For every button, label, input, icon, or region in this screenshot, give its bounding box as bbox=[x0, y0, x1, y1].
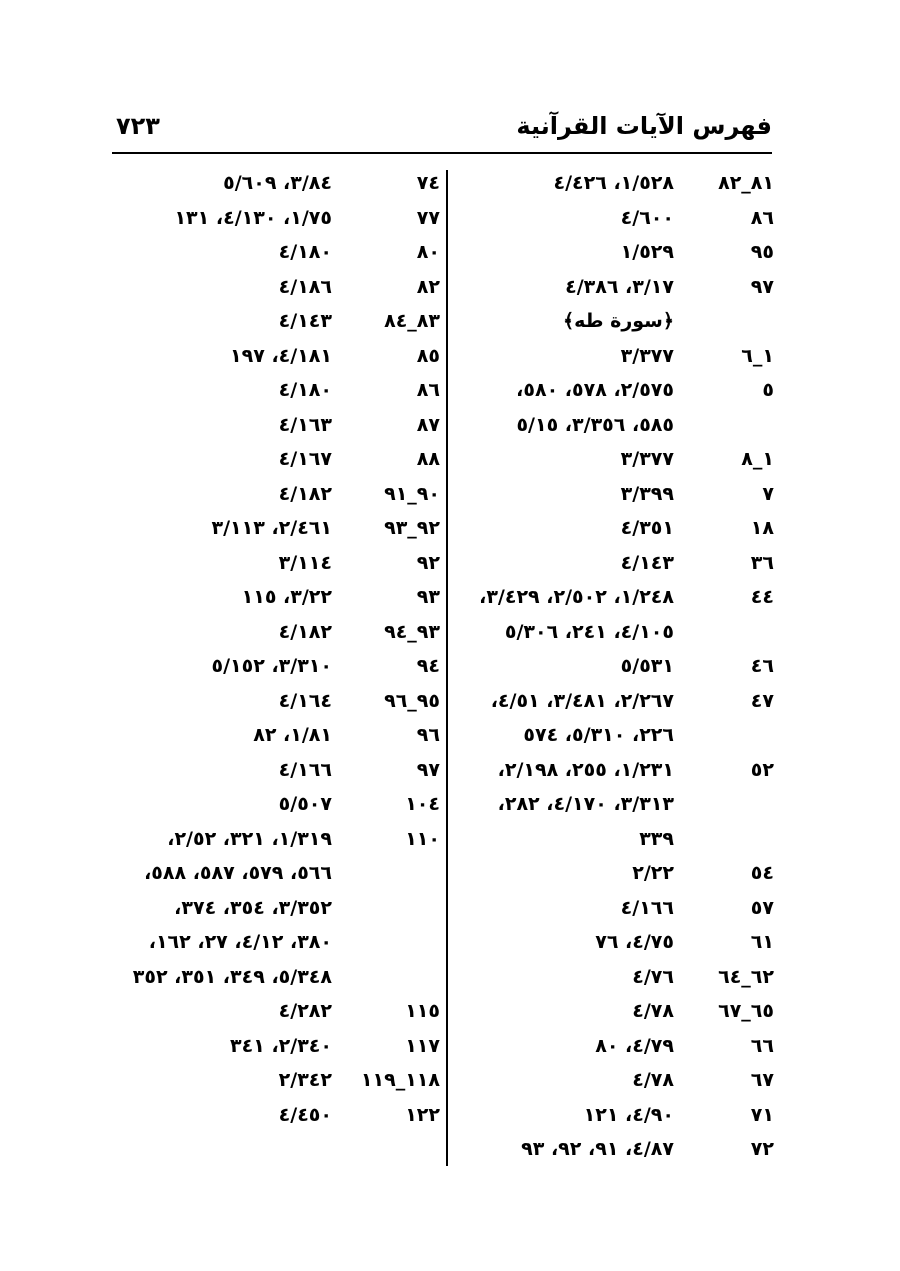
ayah-number: ٥ bbox=[762, 379, 774, 401]
ayah-number: ٩٣ bbox=[416, 586, 440, 608]
volume-page-refs: ١/٧٥، ٤/١٣٠، ١٣١ bbox=[174, 206, 332, 229]
index-row bbox=[462, 341, 774, 376]
volume-page-refs: ٤/١٦٧ bbox=[278, 448, 332, 470]
ayah-number: ٩٧ bbox=[750, 275, 774, 298]
index-row bbox=[462, 306, 774, 341]
ayah-number: ٧٢ bbox=[750, 1138, 774, 1160]
volume-page-refs: ٢٢٦، ٥/٣١٠، ٥٧٤ bbox=[523, 724, 674, 746]
index-row bbox=[110, 203, 440, 238]
volume-page-refs: ٣/٣١٠، ٥/١٥٢ bbox=[211, 655, 332, 677]
ayah-number: ١٢٢ bbox=[405, 1103, 440, 1126]
index-row bbox=[462, 1065, 774, 1100]
index-row bbox=[110, 444, 440, 479]
left-column bbox=[110, 168, 440, 1134]
index-row bbox=[462, 582, 774, 617]
page-header bbox=[112, 112, 772, 154]
index-row bbox=[110, 927, 440, 962]
volume-page-refs: ٤/١٦٦ bbox=[620, 896, 674, 919]
ayah-number: ٩٤ bbox=[416, 655, 440, 677]
volume-page-refs: ٤/٨٧، ٩١، ٩٢، ٩٣ bbox=[521, 1138, 674, 1160]
volume-page-refs: ٤/١٨١، ١٩٧ bbox=[230, 344, 332, 367]
volume-page-refs: ١/٣١٩، ٣٢١، ٢/٥٢، bbox=[167, 827, 332, 850]
volume-page-refs: ٤/٤٥٠ bbox=[278, 1103, 332, 1126]
index-row bbox=[462, 548, 774, 583]
ayah-number: ٧٧ bbox=[416, 206, 440, 229]
ayah-number: ١١٥ bbox=[405, 1000, 440, 1022]
index-row bbox=[462, 1100, 774, 1135]
surah-heading: ﴿سورة طه﴾ bbox=[562, 310, 674, 332]
ayah-number: ٩٥_٩٦ bbox=[384, 689, 440, 712]
ayah-number: ١_٨ bbox=[741, 448, 774, 470]
index-row bbox=[110, 168, 440, 203]
index-row bbox=[462, 858, 774, 893]
ayah-number: ٨٣_٨٤ bbox=[384, 310, 440, 332]
index-row bbox=[462, 686, 774, 721]
ayah-number: ٦٧ bbox=[750, 1069, 774, 1091]
ayah-number: ٥٤ bbox=[750, 862, 774, 884]
volume-page-refs: ٣/٢٢، ١١٥ bbox=[241, 586, 332, 608]
index-row bbox=[110, 824, 440, 859]
index-row bbox=[462, 168, 774, 203]
ayah-number: ٩٢ bbox=[416, 551, 440, 574]
volume-page-refs: ٣/٣٧٧ bbox=[620, 448, 674, 470]
ayah-number: ٨٥ bbox=[416, 344, 440, 367]
ayah-number: ٤٦ bbox=[750, 655, 774, 677]
volume-page-refs: ٢/٤٦١، ٣/١١٣ bbox=[211, 517, 332, 539]
ayah-number: ١١٨_١١٩ bbox=[360, 1069, 440, 1091]
index-row bbox=[110, 548, 440, 583]
volume-page-refs: ٤/١٨٠ bbox=[278, 379, 332, 401]
volume-page-refs: ٢/٥٧٥، ٥٧٨، ٥٨٠، bbox=[516, 379, 674, 401]
volume-page-refs: ٣٨٠، ٤/١٢، ٢٧، ١٦٢، bbox=[148, 931, 332, 953]
volume-page-refs: ٤/١٠٥، ٢٤١، ٥/٣٠٦ bbox=[504, 620, 674, 643]
ayah-number: ١٨ bbox=[750, 517, 774, 539]
volume-page-refs: ٥/٥٣١ bbox=[620, 655, 674, 677]
column-divider bbox=[446, 170, 448, 1166]
index-row bbox=[110, 272, 440, 307]
index-row bbox=[110, 410, 440, 445]
index-row bbox=[462, 444, 774, 479]
index-row bbox=[462, 410, 774, 445]
index-row bbox=[462, 720, 774, 755]
index-row bbox=[110, 513, 440, 548]
volume-page-refs: ٣/٣٥٢، ٣٥٤، ٣٧٤، bbox=[174, 896, 332, 919]
ayah-number: ٩٥ bbox=[750, 241, 774, 263]
volume-page-refs: ١/٢٣١، ٢٥٥، ٢/١٩٨، bbox=[497, 758, 674, 781]
volume-page-refs: ٤/١٦٦ bbox=[278, 758, 332, 781]
ayah-number: ١١٠ bbox=[405, 827, 440, 850]
volume-page-refs: ٥٨٥، ٣/٣٥٦، ٥/١٥ bbox=[516, 413, 674, 436]
index-row bbox=[110, 479, 440, 514]
volume-page-refs: ٤/١٨٦ bbox=[278, 275, 332, 298]
ayah-number: ١٠٤ bbox=[405, 793, 440, 815]
index-row bbox=[462, 272, 774, 307]
ayah-number: ٤٧ bbox=[750, 689, 774, 712]
ayah-number: ١١٧ bbox=[405, 1034, 440, 1057]
index-row bbox=[110, 237, 440, 272]
ayah-number: ٥٢ bbox=[750, 758, 774, 781]
volume-page-refs: ٤/٧٥، ٧٦ bbox=[595, 931, 674, 953]
volume-page-refs: ٤/٧٦ bbox=[632, 965, 674, 988]
volume-page-refs: ٤/١٨٠ bbox=[278, 241, 332, 263]
ayah-number: ٤٤ bbox=[750, 586, 774, 608]
volume-page-refs: ٥٦٦، ٥٧٩، ٥٨٧، ٥٨٨، bbox=[144, 862, 332, 884]
ayah-number: ٦٥_٦٧ bbox=[718, 1000, 774, 1022]
index-row bbox=[110, 1100, 440, 1135]
index-row bbox=[110, 893, 440, 928]
volume-page-refs: ٣/٣٧٧ bbox=[620, 344, 674, 367]
ayah-number: ٦٦ bbox=[750, 1034, 774, 1057]
volume-page-refs: ٣/٨٤، ٥/٦٠٩ bbox=[223, 172, 332, 194]
ayah-number: ٨١_٨٢ bbox=[718, 172, 774, 194]
volume-page-refs: ٥/٥٠٧ bbox=[278, 793, 332, 815]
index-row bbox=[110, 686, 440, 721]
volume-page-refs: ٢/٢٢ bbox=[632, 862, 674, 884]
page-title: فهرس الآيات القرآنية bbox=[516, 112, 772, 140]
ayah-number: ٨٢ bbox=[416, 275, 440, 298]
ayah-number: ١_٦ bbox=[741, 344, 774, 367]
volume-page-refs: ٢/٣٤٠، ٣٤١ bbox=[230, 1034, 332, 1057]
volume-page-refs: ٤/٧٨ bbox=[632, 1069, 674, 1091]
index-row bbox=[462, 962, 774, 997]
page-number: ٧٢٣ bbox=[116, 112, 160, 140]
ayah-number: ٨٧ bbox=[416, 413, 440, 436]
volume-page-refs: ٤/٧٩، ٨٠ bbox=[595, 1034, 674, 1057]
ayah-number: ٥٧ bbox=[750, 896, 774, 919]
volume-page-refs: ١/٥٢٩ bbox=[620, 241, 674, 263]
index-row bbox=[462, 1134, 774, 1169]
index-row bbox=[462, 479, 774, 514]
index-row bbox=[110, 306, 440, 341]
ayah-number: ٩٦ bbox=[416, 724, 440, 746]
ayah-number: ٦١ bbox=[750, 931, 774, 953]
index-row bbox=[110, 651, 440, 686]
ayah-number: ٣٦ bbox=[750, 551, 774, 574]
ayah-number: ٦٢_٦٤ bbox=[718, 965, 774, 988]
index-row bbox=[110, 341, 440, 376]
index-row bbox=[462, 203, 774, 238]
index-row bbox=[462, 651, 774, 686]
index-row bbox=[110, 582, 440, 617]
index-row bbox=[462, 824, 774, 859]
volume-page-refs: ٢/٣٤٢ bbox=[278, 1069, 332, 1091]
volume-page-refs: ٥/٣٤٨، ٣٤٩، ٣٥١، ٣٥٢ bbox=[132, 965, 332, 988]
index-row bbox=[110, 1065, 440, 1100]
ayah-number: ٩٠_٩١ bbox=[384, 482, 440, 505]
ayah-number: ٧١ bbox=[750, 1103, 774, 1126]
index-row bbox=[462, 513, 774, 548]
volume-page-refs: ٣٣٩ bbox=[639, 827, 674, 850]
volume-page-refs: ١/٨١، ٨٢ bbox=[253, 724, 332, 746]
volume-page-refs: ٤/١٨٢ bbox=[278, 620, 332, 643]
index-row bbox=[462, 237, 774, 272]
ayah-number: ٧ bbox=[762, 482, 774, 505]
index-row bbox=[462, 996, 774, 1031]
index-row bbox=[110, 720, 440, 755]
volume-page-refs: ٤/٩٠، ١٢١ bbox=[583, 1103, 674, 1126]
ayah-number: ٩٧ bbox=[416, 758, 440, 781]
index-row bbox=[110, 755, 440, 790]
volume-page-refs: ٤/٢٨٢ bbox=[278, 1000, 332, 1022]
ayah-number: ٩٢_٩٣ bbox=[384, 517, 440, 539]
volume-page-refs: ٢/٢٦٧، ٣/٤٨١، ٤/٥١، bbox=[490, 689, 674, 712]
ayah-number: ٨٠ bbox=[416, 241, 440, 263]
volume-page-refs: ٤/٦٠٠ bbox=[620, 206, 674, 229]
index-row bbox=[110, 858, 440, 893]
volume-page-refs: ٤/٣٥١ bbox=[620, 517, 674, 539]
index-row bbox=[462, 893, 774, 928]
index-row bbox=[110, 617, 440, 652]
index-row bbox=[462, 789, 774, 824]
ayah-number: ٧٤ bbox=[416, 172, 440, 194]
index-row bbox=[110, 789, 440, 824]
volume-page-refs: ١/٥٢٨، ٤/٤٢٦ bbox=[553, 172, 674, 194]
volume-page-refs: ٤/١٦٣ bbox=[278, 413, 332, 436]
index-row bbox=[462, 1031, 774, 1066]
index-row bbox=[462, 375, 774, 410]
index-row bbox=[110, 375, 440, 410]
ayah-number: ٨٨ bbox=[416, 448, 440, 470]
volume-page-refs: ٤/١٤٣ bbox=[278, 310, 332, 332]
volume-page-refs: ٣/١٧، ٤/٣٨٦ bbox=[565, 275, 674, 298]
index-row bbox=[462, 755, 774, 790]
index-row bbox=[462, 617, 774, 652]
ayah-number: ٩٣_٩٤ bbox=[384, 620, 440, 643]
volume-page-refs: ٤/١٨٢ bbox=[278, 482, 332, 505]
ayah-number: ٨٦ bbox=[416, 379, 440, 401]
volume-page-refs: ٤/٧٨ bbox=[632, 1000, 674, 1022]
index-row bbox=[110, 962, 440, 997]
volume-page-refs: ٣/٣١٣، ٤/١٧٠، ٢٨٢، bbox=[497, 793, 674, 815]
volume-page-refs: ١/٢٤٨، ٢/٥٠٢، ٣/٤٢٩، bbox=[479, 586, 674, 608]
volume-page-refs: ٣/٣٩٩ bbox=[620, 482, 674, 505]
index-row bbox=[462, 927, 774, 962]
ayah-number: ٨٦ bbox=[750, 206, 774, 229]
volume-page-refs: ٤/١٤٣ bbox=[620, 551, 674, 574]
index-row bbox=[110, 1031, 440, 1066]
index-row bbox=[110, 996, 440, 1031]
right-column bbox=[462, 168, 774, 1169]
volume-page-refs: ٣/١١٤ bbox=[278, 551, 332, 574]
volume-page-refs: ٤/١٦٤ bbox=[278, 689, 332, 712]
